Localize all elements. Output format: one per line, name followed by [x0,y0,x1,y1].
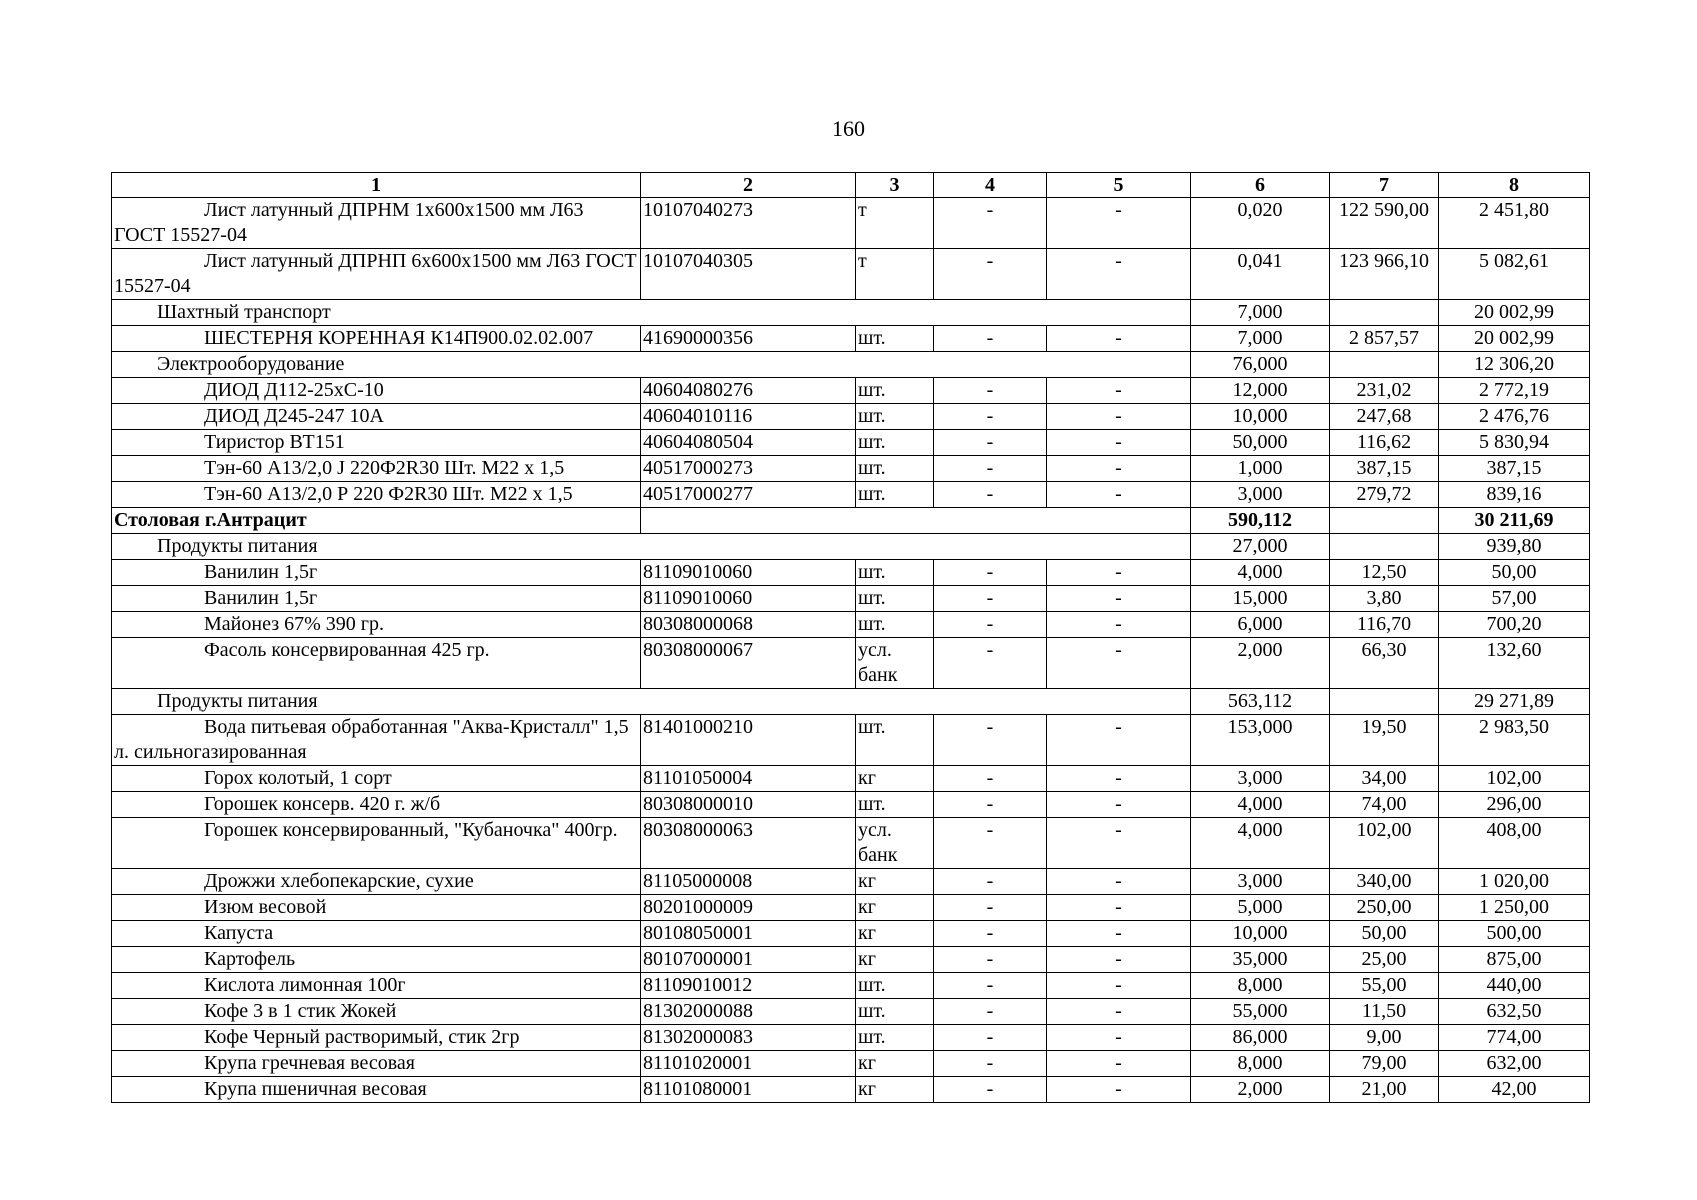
col5-cell: - [1047,715,1191,766]
quantity-cell: 55,000 [1191,999,1330,1025]
table-row [112,586,1590,612]
price-cell: 116,70 [1330,612,1439,638]
item-code-cell: 81401000210 [641,715,856,766]
price-cell: 387,15 [1330,456,1439,482]
item-name-cell: Тиристор ВТ151 [112,430,641,456]
item-code-cell: 80308000010 [641,792,856,818]
item-unit-cell: т [856,249,934,300]
item-name-cell: Кофе 3 в 1 стик Жокей [112,999,641,1025]
table-row [112,198,1590,249]
item-unit-cell: кг [856,766,934,792]
table-header-row [112,173,1590,198]
col5-cell: - [1047,378,1191,404]
col5-cell: - [1047,766,1191,792]
item-name-cell: Капуста [112,921,641,947]
quantity-cell: 27,000 [1191,534,1330,560]
quantity-cell: 563,112 [1191,689,1330,715]
item-name-cell: Тэн-60 А13/2,0 J 220Ф2R30 Шт. М22 х 1,5 [112,456,641,482]
col5-cell: - [1047,895,1191,921]
table-row [112,482,1590,508]
item-unit-cell: кг [856,947,934,973]
col5-cell: - [1047,999,1191,1025]
col4-cell: - [934,586,1047,612]
price-cell [1330,534,1439,560]
item-code-cell: 80108050001 [641,921,856,947]
table-row [112,973,1590,999]
quantity-cell: 3,000 [1191,766,1330,792]
sum-cell: 440,00 [1439,973,1590,999]
quantity-cell: 1,000 [1191,456,1330,482]
item-name-cell: Ванилин 1,5г [112,560,641,586]
group-row [112,300,1590,326]
item-code-cell: 10107040305 [641,249,856,300]
col5-cell: - [1047,456,1191,482]
item-name-cell: Дрожжи хлебопекарские, сухие [112,869,641,895]
item-name-cell: Фасоль консервированная 425 гр. [112,638,641,689]
section-name-cell: Столовая г.Антрацит [112,508,641,534]
item-unit-cell: шт. [856,482,934,508]
price-cell: 3,80 [1330,586,1439,612]
group-row [112,534,1590,560]
quantity-cell: 3,000 [1191,482,1330,508]
col5-cell: - [1047,947,1191,973]
sum-cell: 102,00 [1439,766,1590,792]
table-row [112,715,1590,766]
price-cell: 55,00 [1330,973,1439,999]
item-code-cell: 40517000273 [641,456,856,482]
col5-cell: - [1047,973,1191,999]
col4-cell: - [934,430,1047,456]
col4-cell: - [934,612,1047,638]
table-row [112,560,1590,586]
header-cell-6: 6 [1191,173,1330,198]
quantity-cell: 2,000 [1191,638,1330,689]
table-row [112,792,1590,818]
price-cell: 11,50 [1330,999,1439,1025]
sum-cell: 132,60 [1439,638,1590,689]
table-row [112,999,1590,1025]
item-name-cell: Тэн-60 А13/2,0 Р 220 Ф2R30 Шт. М22 х 1,5 [112,482,641,508]
item-unit-cell: шт. [856,973,934,999]
sum-cell: 408,00 [1439,818,1590,869]
price-cell [1330,508,1439,534]
header-cell-3: 3 [856,173,934,198]
price-cell: 122 590,00 [1330,198,1439,249]
col4-cell: - [934,869,1047,895]
col4-cell: - [934,1051,1047,1077]
price-cell [1330,689,1439,715]
item-name-cell: Лист латунный ДПРНП 6х600х1500 мм Л63 ГОСТ 15527-04 [112,249,641,300]
col5-cell: - [1047,404,1191,430]
group-name-cell: Электрооборудование [112,352,1191,378]
data-table [111,172,1590,1103]
quantity-cell: 4,000 [1191,818,1330,869]
price-cell: 79,00 [1330,1051,1439,1077]
quantity-cell: 2,000 [1191,1077,1330,1103]
price-cell: 74,00 [1330,792,1439,818]
quantity-cell: 50,000 [1191,430,1330,456]
col5-cell: - [1047,430,1191,456]
quantity-cell: 0,020 [1191,198,1330,249]
section-row [112,508,1590,534]
item-name-cell: ДИОД Д112-25хС-10 [112,378,641,404]
col5-cell: - [1047,326,1191,352]
item-name-cell: ШЕСТЕРНЯ КОРЕННАЯ К14П900.02.02.007 [112,326,641,352]
item-code-cell: 80308000067 [641,638,856,689]
price-cell: 340,00 [1330,869,1439,895]
item-code-cell: 80107000001 [641,947,856,973]
item-name-cell: ДИОД Д245-247 10А [112,404,641,430]
quantity-cell: 4,000 [1191,560,1330,586]
quantity-cell: 4,000 [1191,792,1330,818]
table-row [112,326,1590,352]
item-code-cell: 81101080001 [641,1077,856,1103]
col4-cell: - [934,249,1047,300]
price-cell: 250,00 [1330,895,1439,921]
table-row [112,766,1590,792]
col5-cell: - [1047,482,1191,508]
col4-cell: - [934,973,1047,999]
quantity-cell: 0,041 [1191,249,1330,300]
table-row [112,921,1590,947]
price-cell: 247,68 [1330,404,1439,430]
sum-cell: 500,00 [1439,921,1590,947]
sum-cell: 1 020,00 [1439,869,1590,895]
col4-cell: - [934,1025,1047,1051]
header-cell-8: 8 [1439,173,1590,198]
item-unit-cell: т [856,198,934,249]
header-cell-5: 5 [1047,173,1191,198]
item-code-cell: 41690000356 [641,326,856,352]
item-code-cell: 81109010012 [641,973,856,999]
quantity-cell: 12,000 [1191,378,1330,404]
item-code-cell: 80201000009 [641,895,856,921]
item-name-cell: Кислота лимонная 100г [112,973,641,999]
header-cell-2: 2 [641,173,856,198]
price-cell: 19,50 [1330,715,1439,766]
sum-cell: 2 476,76 [1439,404,1590,430]
table-row [112,1051,1590,1077]
col5-cell: - [1047,612,1191,638]
col5-cell: - [1047,560,1191,586]
col5-cell: - [1047,586,1191,612]
price-cell [1330,352,1439,378]
item-code-cell: 81109010060 [641,586,856,612]
quantity-cell: 8,000 [1191,973,1330,999]
item-code-cell: 40604080504 [641,430,856,456]
quantity-cell: 86,000 [1191,1025,1330,1051]
sum-cell: 632,00 [1439,1051,1590,1077]
col4-cell: - [934,326,1047,352]
price-cell: 66,30 [1330,638,1439,689]
item-name-cell: Изюм весовой [112,895,641,921]
col5-cell: - [1047,1025,1191,1051]
item-unit-cell: шт. [856,715,934,766]
sum-cell: 839,16 [1439,482,1590,508]
item-unit-cell: кг [856,1077,934,1103]
col4-cell: - [934,999,1047,1025]
price-cell: 279,72 [1330,482,1439,508]
col5-cell: - [1047,869,1191,895]
quantity-cell: 7,000 [1191,300,1330,326]
item-code-cell: 80308000063 [641,818,856,869]
table-row [112,1025,1590,1051]
item-unit-cell: шт. [856,1025,934,1051]
quantity-cell: 3,000 [1191,869,1330,895]
sum-cell: 2 983,50 [1439,715,1590,766]
table-row [112,612,1590,638]
price-cell: 9,00 [1330,1025,1439,1051]
quantity-cell: 153,000 [1191,715,1330,766]
sum-cell: 5 082,61 [1439,249,1590,300]
col4-cell: - [934,895,1047,921]
item-code-cell: 81302000083 [641,1025,856,1051]
sum-cell: 42,00 [1439,1077,1590,1103]
item-code-cell: 10107040273 [641,198,856,249]
col5-cell: - [1047,1051,1191,1077]
price-cell: 12,50 [1330,560,1439,586]
quantity-cell: 76,000 [1191,352,1330,378]
col4-cell: - [934,456,1047,482]
quantity-cell: 10,000 [1191,921,1330,947]
col4-cell: - [934,560,1047,586]
quantity-cell: 7,000 [1191,326,1330,352]
item-name-cell: Ванилин 1,5г [112,586,641,612]
item-unit-cell: шт. [856,456,934,482]
group-row [112,689,1590,715]
item-unit-cell: шт. [856,560,934,586]
sum-cell: 1 250,00 [1439,895,1590,921]
col5-cell: - [1047,1077,1191,1103]
item-unit-cell: усл. банк [856,818,934,869]
col5-cell: - [1047,818,1191,869]
price-cell: 50,00 [1330,921,1439,947]
col5-cell: - [1047,198,1191,249]
item-unit-cell: шт. [856,404,934,430]
table-row [112,638,1590,689]
item-code-cell: 81101020001 [641,1051,856,1077]
item-code-cell: 81105000008 [641,869,856,895]
table-row [112,869,1590,895]
sum-cell: 50,00 [1439,560,1590,586]
table-row [112,947,1590,973]
quantity-cell: 8,000 [1191,1051,1330,1077]
col5-cell: - [1047,792,1191,818]
col4-cell: - [934,198,1047,249]
item-code-cell: 81109010060 [641,560,856,586]
section-blank-cell [641,508,1191,534]
col4-cell: - [934,792,1047,818]
item-name-cell: Горошек консерв. 420 г. ж/б [112,792,641,818]
item-unit-cell: кг [856,869,934,895]
item-unit-cell: шт. [856,586,934,612]
table-row [112,818,1590,869]
group-row [112,352,1590,378]
table-row [112,249,1590,300]
item-name-cell: Крупа пшеничная весовая [112,1077,641,1103]
sum-cell: 20 002,99 [1439,326,1590,352]
table-row [112,895,1590,921]
price-cell [1330,300,1439,326]
group-name-cell: Продукты питания [112,534,1191,560]
sum-cell: 939,80 [1439,534,1590,560]
price-cell: 25,00 [1330,947,1439,973]
col4-cell: - [934,818,1047,869]
item-unit-cell: кг [856,1051,934,1077]
quantity-cell: 6,000 [1191,612,1330,638]
item-name-cell: Майонез 67% 390 гр. [112,612,641,638]
price-cell: 116,62 [1330,430,1439,456]
item-code-cell: 81302000088 [641,999,856,1025]
sum-cell: 5 830,94 [1439,430,1590,456]
page-number: 160 [832,116,865,141]
sum-cell: 29 271,89 [1439,689,1590,715]
sum-cell: 20 002,99 [1439,300,1590,326]
price-cell: 231,02 [1330,378,1439,404]
price-cell: 21,00 [1330,1077,1439,1103]
sum-cell: 774,00 [1439,1025,1590,1051]
quantity-cell: 10,000 [1191,404,1330,430]
item-code-cell: 40517000277 [641,482,856,508]
table-row [112,378,1590,404]
col5-cell: - [1047,921,1191,947]
item-unit-cell: шт. [856,612,934,638]
item-name-cell: Горошек консервированный, "Кубаночка" 400гр. [112,818,641,869]
col4-cell: - [934,766,1047,792]
item-unit-cell: усл. банк [856,638,934,689]
sum-cell: 12 306,20 [1439,352,1590,378]
col5-cell: - [1047,249,1191,300]
item-unit-cell: кг [856,895,934,921]
item-name-cell: Лист латунный ДПРНМ 1х600х1500 мм Л63 ГОСТ 15527-04 [112,198,641,249]
header-cell-7: 7 [1330,173,1439,198]
item-unit-cell: шт. [856,326,934,352]
item-code-cell: 80308000068 [641,612,856,638]
table-row [112,1077,1590,1103]
table-row [112,430,1590,456]
price-cell: 2 857,57 [1330,326,1439,352]
quantity-cell: 35,000 [1191,947,1330,973]
item-unit-cell: шт. [856,378,934,404]
col4-cell: - [934,921,1047,947]
item-name-cell: Горох колотый, 1 сорт [112,766,641,792]
sum-cell: 875,00 [1439,947,1590,973]
item-name-cell: Крупа гречневая весовая [112,1051,641,1077]
col4-cell: - [934,378,1047,404]
item-unit-cell: шт. [856,999,934,1025]
table-row [112,456,1590,482]
sum-cell: 296,00 [1439,792,1590,818]
price-cell: 102,00 [1330,818,1439,869]
header-cell-1: 1 [112,173,641,198]
quantity-cell: 590,112 [1191,508,1330,534]
item-code-cell: 40604080276 [641,378,856,404]
item-code-cell: 40604010116 [641,404,856,430]
item-unit-cell: кг [856,921,934,947]
sum-cell: 632,50 [1439,999,1590,1025]
sum-cell: 57,00 [1439,586,1590,612]
price-cell: 34,00 [1330,766,1439,792]
sum-cell: 2 451,80 [1439,198,1590,249]
quantity-cell: 15,000 [1191,586,1330,612]
quantity-cell: 5,000 [1191,895,1330,921]
item-unit-cell: шт. [856,792,934,818]
header-cell-4: 4 [934,173,1047,198]
col4-cell: - [934,1077,1047,1103]
col4-cell: - [934,638,1047,689]
item-code-cell: 81101050004 [641,766,856,792]
sum-cell: 2 772,19 [1439,378,1590,404]
item-name-cell: Кофе Черный растворимый, стик 2гр [112,1025,641,1051]
group-name-cell: Шахтный транспорт [112,300,1191,326]
price-cell: 123 966,10 [1330,249,1439,300]
col4-cell: - [934,715,1047,766]
group-name-cell: Продукты питания [112,689,1191,715]
sum-cell: 30 211,69 [1439,508,1590,534]
item-unit-cell: шт. [856,430,934,456]
table-row [112,404,1590,430]
col4-cell: - [934,482,1047,508]
col4-cell: - [934,947,1047,973]
sum-cell: 387,15 [1439,456,1590,482]
item-name-cell: Вода питьевая обработанная "Аква-Кристалл" 1,5 л. сильногазированная [112,715,641,766]
col4-cell: - [934,404,1047,430]
col5-cell: - [1047,638,1191,689]
sum-cell: 700,20 [1439,612,1590,638]
item-name-cell: Картофель [112,947,641,973]
